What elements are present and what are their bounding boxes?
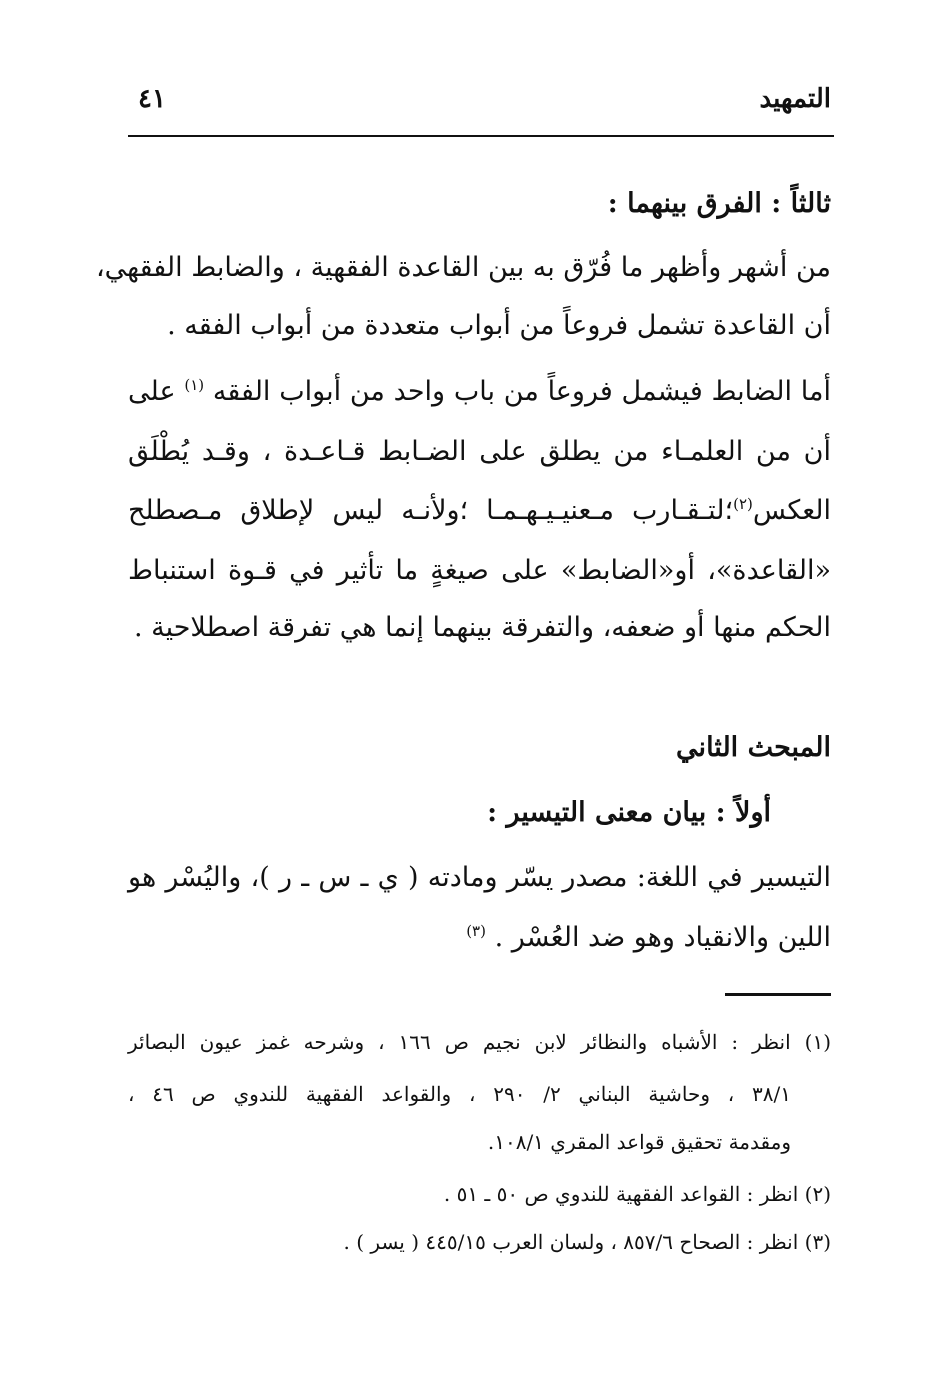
- section-heading-difference: ثالثاً : الفرق بينهما :: [607, 188, 831, 219]
- paragraph-line: [128, 491, 831, 531]
- chapter-heading: المبحث الثاني: [676, 732, 831, 763]
- footnote-3: (٣) انظر : الصحاح ٨٥٧/٦ ، ولسان العرب ٤٤٥/١٥ ( يسر ) .: [343, 1230, 831, 1254]
- footnote-1-continuation: ٣٨/١ ، وحاشية البناني ٢/ ٢٩٠ ، والقواعد الفقهية للندوي ص ٤٦ ،: [128, 1082, 792, 1106]
- footnote-1: (١) انظر : الأشباه والنظائر لابن نجيم ص ١٦٦ ، وشرحه غمز عيون البصائر: [128, 1030, 831, 1054]
- paragraph-text: على: [128, 376, 176, 407]
- paragraph-text: أما الضابط فيشمل فروعاً من باب واحد من أبواب الفقه: [212, 376, 831, 407]
- paragraph-line: «القاعدة»، أو«الضابط» على صيغةٍ ما تأثير في قـوة استنباط: [128, 555, 831, 586]
- page-number: ٤١: [138, 84, 166, 114]
- header-divider: [128, 135, 834, 137]
- footnote-ref-2: (٢): [733, 495, 753, 513]
- paragraph-text: اللين والانقياد وهو ضد العُسْر .: [494, 922, 831, 953]
- paragraph-line: [128, 372, 831, 412]
- footnote-1-continuation: ومقدمة تحقيق قواعد المقري ١٠٨/١.: [487, 1130, 791, 1154]
- footnote-ref-1: (١): [184, 376, 205, 394]
- footnote-ref-3: (٣): [466, 922, 486, 940]
- paragraph-line: أن من العلمـاء من يطلق على الضـابط قـاعـدة ، وقـد يُطْلَق: [128, 436, 831, 467]
- paragraph-text: العكس: [752, 495, 831, 526]
- running-header-title: التمهيد: [759, 84, 831, 114]
- subsection-heading: أولاً : بيان معنى التيسير :: [487, 797, 771, 828]
- paragraph-text: ؛لتـقـارب مـعنيـيـهـمـا ؛ولأنـه ليس لإطلاق مـصطلح: [128, 495, 734, 526]
- paragraph-line: من أشهر وأظهر ما فُرّق به بين القاعدة الفقهية ، والضابط الفقهي،: [95, 252, 831, 283]
- footnote-separator: [725, 993, 831, 996]
- footnote-2: (٢) انظر : القواعد الفقهية للندوي ص ٥٠ ـ ٥١ .: [443, 1182, 831, 1206]
- paragraph-line: [128, 918, 831, 958]
- paragraph-line: التيسير في اللغة: مصدر يسّر ومادته ( ي ـ س ـ ر )، واليُسْر هو: [128, 862, 831, 893]
- paragraph-line: الحكم منها أو ضعفه، والتفرقة بينهما إنما هي تفرقة اصطلاحية .: [133, 612, 831, 643]
- paragraph-line: أن القاعدة تشمل فروعاً من أبواب متعددة من أبواب الفقه .: [167, 310, 831, 341]
